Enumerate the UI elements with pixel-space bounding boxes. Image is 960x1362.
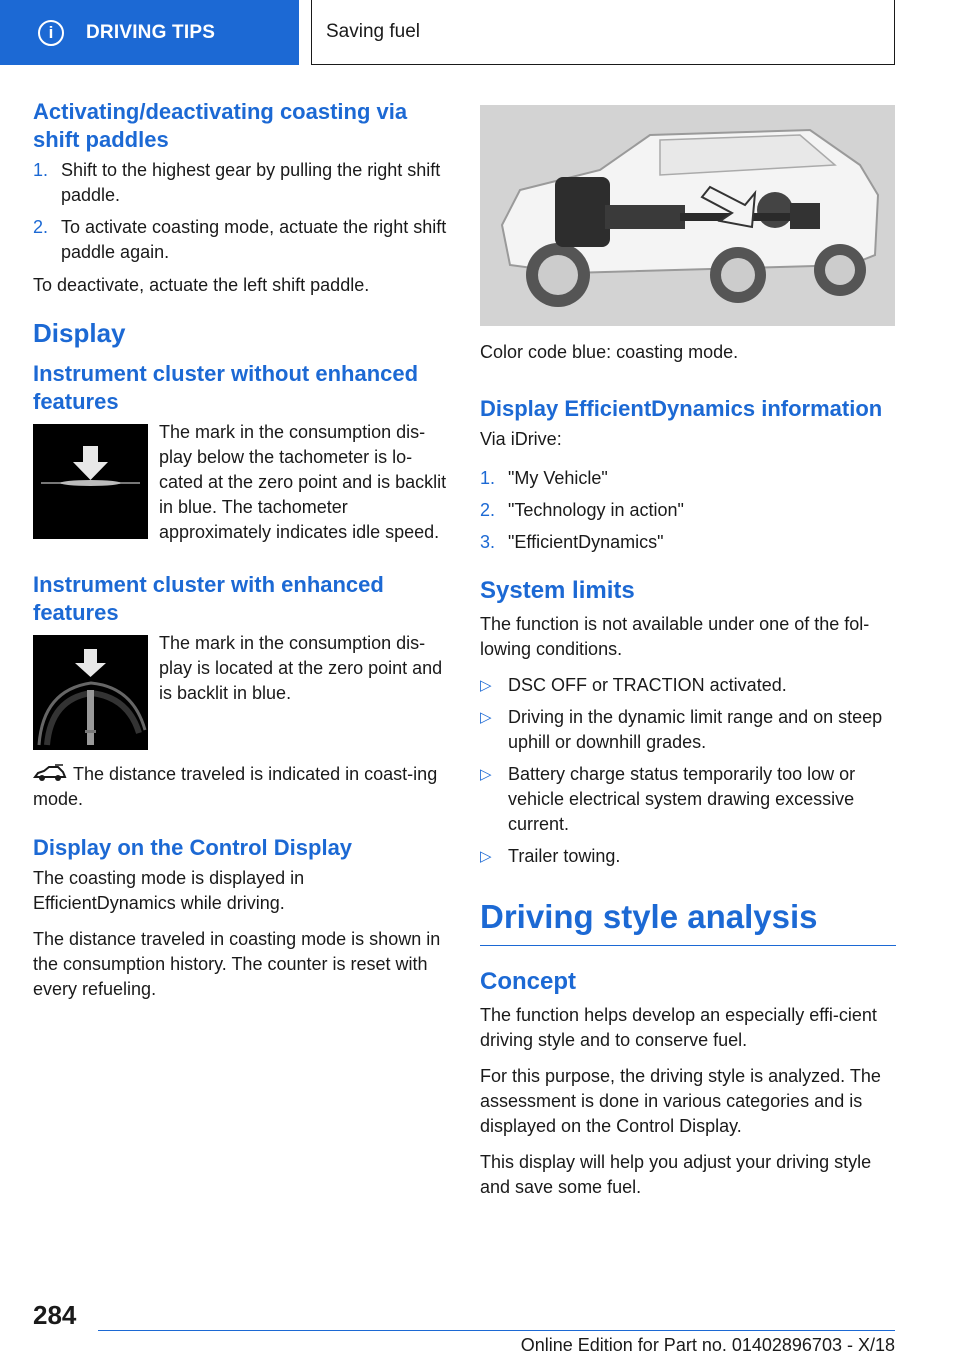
heading-driving-style-analysis: Driving style analysis	[480, 897, 896, 946]
section-label: DRIVING TIPS	[86, 21, 216, 43]
deactivate-text: To deactivate, actuate the left shift paddle.	[33, 275, 370, 295]
heading-concept: Concept	[480, 968, 576, 995]
heading-display: Display	[33, 318, 126, 348]
via-idrive: Via iDrive:	[480, 429, 562, 449]
cluster-without-block	[33, 420, 447, 545]
car-illustration	[480, 105, 895, 326]
footer-divider	[98, 1330, 895, 1331]
control-text-2: The distance traveled in coasting mode is shown in the consumption history. The counter is reset with every refueling.	[33, 929, 441, 999]
step-number: 2.	[33, 217, 49, 237]
triangle-bullet-icon: ▷	[480, 766, 492, 783]
heading-cluster-without: Instrument cluster without enhanced features	[33, 361, 419, 414]
page-number: 284	[33, 1300, 77, 1330]
step-number: 2.	[480, 500, 496, 520]
limits-intro: The function is not available under one of the fol-lowing conditions.	[480, 614, 870, 659]
down-arrow-icon	[33, 424, 148, 539]
concept-text-3: This display will help you adjust your driving style and save some fuel.	[480, 1152, 872, 1197]
step-number: 1.	[33, 160, 49, 180]
step-number: 1.	[480, 468, 496, 488]
heading-coasting-paddles: Activating/deactivating coasting via shift paddles	[33, 99, 408, 152]
cluster-with-block	[33, 631, 447, 750]
limit-text: DSC OFF or TRACTION activated.	[508, 675, 787, 695]
list-item	[480, 762, 896, 837]
list-item	[480, 498, 896, 523]
right-column	[480, 105, 896, 1211]
coasting-car-icon	[33, 764, 67, 782]
list-item	[480, 466, 896, 491]
control-text-1: The coasting mode is displayed in EfficientDynamics while driving.	[33, 868, 305, 913]
distance-text	[33, 762, 447, 812]
triangle-bullet-icon: ▷	[480, 709, 492, 726]
limits-list	[480, 673, 896, 869]
cluster-with-text: The mark in the consumption dis-play is located at the zero point and is backlit in blue.	[159, 633, 443, 703]
triangle-bullet-icon: ▷	[480, 677, 492, 694]
gauge-arrow-icon	[33, 635, 148, 750]
edition-text: Online Edition for Part no. 01402896703 - X/18	[520, 1335, 895, 1355]
limit-text: Driving in the dynamic limit range and on steep uphill or downhill grades.	[508, 707, 883, 752]
left-column	[33, 98, 447, 1013]
cluster-without-image	[33, 424, 148, 539]
steps-list-idrive	[480, 466, 896, 555]
concept-text-1: The function helps develop an especially effi-cient driving style and to conserve fuel.	[480, 1005, 877, 1050]
list-item	[480, 844, 896, 869]
list-item	[480, 705, 896, 755]
list-item	[480, 530, 896, 555]
cluster-without-text: The mark in the consumption dis-play below the tachometer is lo-cated at the zero point and is backlit in blue. The tachometer approximately indicates idle speed.	[159, 422, 447, 542]
triangle-bullet-icon: ▷	[480, 848, 492, 865]
list-item	[33, 215, 447, 265]
page-title: Saving fuel	[311, 0, 895, 65]
section-tab	[0, 0, 299, 65]
heading-control-display: Display on the Control Display	[33, 835, 353, 860]
list-item	[480, 673, 896, 698]
car-drivetrain-image	[480, 105, 895, 326]
step-text: "EfficientDynamics"	[508, 532, 664, 552]
step-text: Shift to the highest gear by pulling the right shift paddle.	[61, 160, 441, 205]
distance-text-label: The distance traveled is indicated in coast-ing mode.	[33, 764, 438, 809]
list-item	[33, 158, 447, 208]
limit-text: Trailer towing.	[508, 846, 621, 866]
limit-text: Battery charge status temporarily too low or vehicle electrical system drawing excessive current.	[508, 764, 856, 834]
info-icon: i	[38, 20, 64, 46]
heading-system-limits: System limits	[480, 577, 635, 604]
cluster-with-image	[33, 635, 148, 750]
concept-text-2: For this purpose, the driving style is analyzed. The assessment is done in various categories and is displayed on the Control Display.	[480, 1066, 881, 1136]
steps-list-paddles	[33, 158, 447, 265]
heading-cluster-with: Instrument cluster with enhanced features	[33, 572, 384, 625]
step-text: "Technology in action"	[508, 500, 684, 520]
heading-efficientdynamics: Display EfficientDynamics information	[480, 396, 883, 421]
step-text: To activate coasting mode, actuate the right shift paddle again.	[61, 217, 447, 262]
image-caption: Color code blue: coasting mode.	[480, 342, 739, 362]
step-text: "My Vehicle"	[508, 468, 608, 488]
step-number: 3.	[480, 532, 496, 552]
